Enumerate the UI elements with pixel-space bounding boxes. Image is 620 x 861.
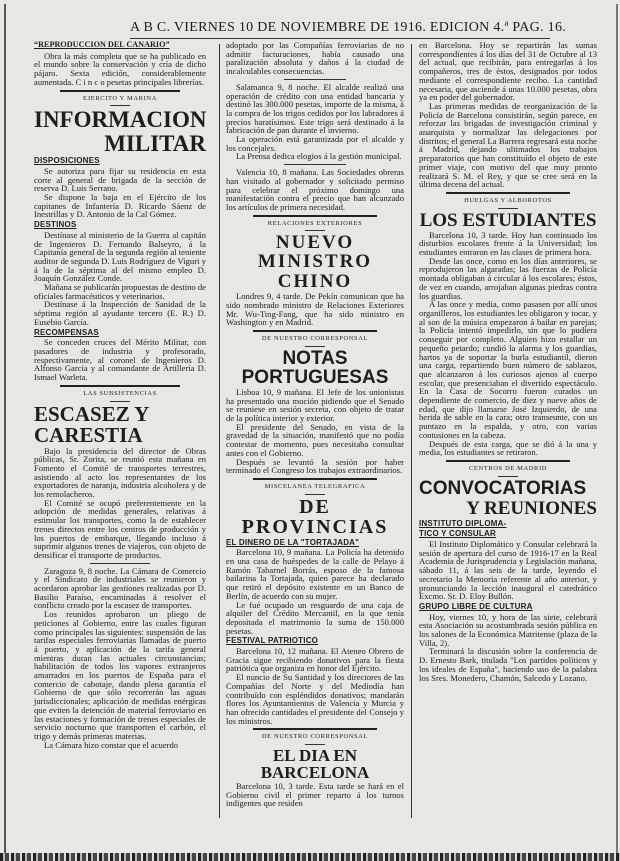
headline: CONVOCATORIAS (419, 477, 587, 499)
article-paragraph: El nuncio de Su Santidad y los directores de las Compañías del Norte y del Mediodía han contribuído con espléndidos donativos; mandarán flores los Ayuntamientos de Valencia y Murcia y han ofrecido cantidades el presidente del Consejo y los ministros. (226, 672, 404, 726)
headline: CHINO (277, 271, 353, 293)
article-paragraph: A las once y media, como pasasen por allí unos organilleros, los estudiantes les obligaron y tocar, y al son de la música empezaron á bailar en parejas; la Policía intentó impedirlo, sin que lo pudiera conseguir por completo. Alguien hizo estallar un pequeño petardo; cundió la alarma y los guardias, hartos ya de soportar la burla estudiantil, dieron una carga, repartiendo buen número de sablazos, que alcanzaron á los curiosos ajenos al cuerpo escolar, que presenciaban el divertido espectáculo. En la Casa de Socorro fueron curados un dependiente de comercio, de diez y nueve años de edad, que dijo llamarse José Izquierdo, de una herida de sable en la cara; otro transeunte, con un puntazo en la espalda, y otro, con varias contusiones en la cabeza. (419, 299, 597, 440)
headline: EL DIA EN BARCELONA (260, 746, 370, 783)
article-paragraph: Barcelona 10, 3 tarde. Hoy han continuado los disturbios escolares frente á la Universidad; los estudiantes entraron en las clases de primera hora. (419, 229, 597, 258)
article-paragraph: Se dispone la baja en el Ejército de los capitanes de Infantería D. Ricardo Sáenz de Inestrillas y D. Antonio de la Cal Gómez. (34, 192, 206, 220)
headline: LOS ESTUDIANTES (419, 209, 597, 231)
divider-rule (90, 563, 150, 564)
article-paragraph: Le fué ocupado un resguardo de una caja de alquiler del Crédito Mercantil, en la que tenía depositada el matrimonio la suma de 150.000 pesetas. (226, 599, 404, 636)
article-paragraph: El presidente del Senado, en vista de la gravedad de la situación, manifestó que no podía contestar de momento, pues necesitaba consultar antes con el Gobierno. (226, 421, 404, 458)
divider-rule (253, 330, 378, 332)
divider-rule (60, 90, 180, 92)
headline: MILITAR (104, 131, 206, 157)
article-paragraph: Desde las once, como en los días anteriores, se reprodujeron las algaradas; las fuerzas de Policía montada obligaban á circular á los escolares; éstos, de vez en cuando, arrojaban algunas piedras contra los guardias. (419, 255, 597, 301)
column-3 (419, 41, 597, 682)
article-paragraph: Lisboa 10, 9 mañana. El Jefe de los unionistas ha presentado una moción pidiendo que el Senado se reuniese en sesión secreta, con objeto de tratar de la política interior y exterior. (226, 386, 404, 423)
article-paragraph: Londres 9, 4 tarde. De Pekín comunican que ha sido nombrado ministro de Relaciones Exteriores Mr. Wu-Ting-Fang, que ha sido ministro en Washington y en Madrid. (226, 291, 404, 328)
header-rule (130, 38, 550, 39)
subheading: INSTITUTO DIPLOMA- (419, 518, 507, 528)
article-paragraph: Los reunidos aprobaron un pliego de peticiones al Gobierno, entre las cuales figuran como principales las siguientes: suspensión de las tarifas especiales ferroviarias llamadas de puerto á puerto, y aplicación de la tarifa general mientras duran las actuales circunstancias; habilitación de todos los vapores extranjeros amarrados en los puertos de España para el comercio de cabotaje, dando plena garantía el Gobierno de que sólo recorrerán las aguas jurisdiccionales; aplicación de medidas enérgicas que eviten la detención de material ferroviario en las estaciones y formación de trenes especiales de servicio nocturno que transporten el carbón, el trigo y demás primeras materias. (34, 609, 206, 741)
article-paragraph: Después se levantó la sesión por haber terminado el Congreso los trabajos extraordinarios. (226, 456, 404, 476)
divider-rule (253, 728, 378, 730)
article-paragraph: adoptado por las Compañías ferroviarias de no admitir facturaciones, había causado una paralización absoluta y daños á la ciudad de incalculables consecuencias. (226, 40, 404, 77)
article-paragraph: Se autoriza para fijar su residencia en esta corte al general de brigada de la sección de reserva D. Luis Serrano. (34, 165, 206, 194)
headline: Y REUNIONES (466, 497, 597, 519)
divider-rule (446, 460, 571, 462)
subheading: RECOMPENSAS (34, 327, 99, 337)
article-paragraph: Destínase al ministerio de la Guerra al capitán de Ingenieros D. Fernando Balseyro, á la Capitanía general de la segunda región al teniente auditor de segunda D. Luis Rodríguez de Viguri y á la de la séptima al del mismo empleo D. Joaquín González Conde. (34, 229, 206, 284)
article-paragraph: Valencia 10, 8 mañana. Las Sociedades obreras han visitado al gobernador y solicitado permiso para celebrar el próximo domingo una manifestación contra el precio que han alcanzado los artículos de primera necesidad. (226, 167, 404, 212)
subheading: FESTIVAL PATRIOTICO (226, 636, 319, 646)
article-paragraph: El Comité se ocupó preferentemente en la adopción de medidas generales, relativas á estimular los transportes, como la de establecer trenes directos entre los centros de producción y los puertos de embarque, llegando incluso á suprimir algunos trenes de viajeros, con objeto de densificar el transporte de productos. (34, 497, 206, 560)
headline: ESCASEZ Y CARESTIA (34, 401, 149, 447)
subheading: DESTINOS (34, 220, 77, 230)
article-paragraph: Barcelona 10, 12 mañana. El Ateneo Obrero de Gracia sigue recibiendo donativos para la fiesta patriótica que organiza en honor del Ejército. (226, 646, 404, 674)
article-paragraph: Después de esta carga, que se dió á la una y media, los estudiantes se retiraron. (419, 438, 597, 458)
headline: NOTAS PORTUGUESAS (241, 347, 389, 388)
article-paragraph: Barcelona 10, 3 tarde. Esta tarde se hará en el Gobierno civil el primer reparto á los turnos indigentes que residen (226, 781, 404, 809)
article-paragraph: Hoy, viernes 10, y hora de las siete, celebrará esta Asociación su acostumbrada sesión pública en los salones de la Económica Matritense (plaza de la Villa, 2). (419, 611, 597, 648)
page-edge (0, 853, 620, 861)
article-paragraph: Las primeras medidas de reorganización de la Policía de Barcelona consistirán, según parece, en reforzar las brigadas de investigación criminal y anarquista y normalizar las delegaciones por distritos; el general La Barrera regresará esta noche á Madrid, dejando ultimados los trabajos preparatorios que han constituído el objeto de este primer viaje, con motivo del que muy pronto realizará S. M. el Rey, y que se cree será en la última decena del actual. (419, 100, 597, 190)
article-paragraph: Destínase á la Inspección de Sanidad de la séptima región al ayudante tercero (E. R.) D. Eusebio García. (34, 299, 206, 327)
article-paragraph: El Instituto Diplomático y Consular celebrará la sesión de apertura del curso de 1916-17 en la Real Academia de Jurisprudencia y Legislación mañana, sábado 11, á las seis de la tarde, leyendo el secretario la Memoria referente al año anterior, y pronunciando la lección inaugural el catedrático Excmo. Sr. D. Eloy Bullón. (419, 539, 597, 602)
divider-rule (284, 164, 346, 165)
page-header: A B C. VIERNES 10 DE NOVIEMBRE DE 1916. EDICION 4.ª PAG. 16. (130, 20, 567, 35)
article-paragraph: Terminará la discusión sobre la conferencia de D. Ernesto Bark, titulada "Los partidos políticos y los ideales de España", haciendo uso de la palabra los Sres. Monedero, Chamón, Salcedo y Lozano. (419, 646, 597, 683)
subheading: GRUPO LIBRE DE CULTURA (419, 601, 533, 611)
article-paragraph: Se conceden cruces del Mérito Militar, con pasadores de industria y profesorado, respectivamente, al coronel de Ingenieros D. Alfonso García y al comandante de Artillería D. Ismael Warleta. (34, 337, 206, 383)
article-paragraph: Mañana se publicarán propuestas de destino de oficiales farmacéuticos y veterinarios. (34, 282, 206, 301)
column-divider (411, 44, 412, 818)
section-kicker: LAS SUBSISTENCIAS (34, 390, 206, 402)
article-paragraph: Obra la más completa que se ha publicado en el mundo sobre la conservación y cría de dicho pájaro. Sexta edición, considerablemente aumentada. C i n c o pesetas principales librerías. (34, 50, 206, 87)
section-kicker: DE NUESTRO CORRESPONSAL (226, 733, 404, 745)
subheading: DISPOSICIONES (34, 156, 100, 166)
article-paragraph: Zaragoza 9, 8 noche. La Cámara de Comercio y el Sindicato de industriales se reunieron y acordaron aprobar las gestiones realizadas por D. Basilio Paraíso, encaminadas á resolver el conflicto creado por la escasez de transportes. (34, 565, 206, 611)
column-divider (219, 44, 220, 818)
article-paragraph: La Cámara hizo constar que el acuerdo (44, 739, 179, 750)
section-kicker: CENTROS DE MADRID (419, 465, 597, 477)
article-paragraph: La operación está garantizada por el alcalde y los concejales. (226, 134, 404, 153)
article-paragraph: en Barcelona. Hoy se repartirán las sumas correspondientes á los días del 31 de Octubre al 13 del actual, que recibirán, para entregarlas á los compañeros, tres de éstos, designados por todos mediante el correspondiente recibo. La cantidad necesaria, que asciende á unas 10.000 pesetas, obra ya en poder del gobernador. (419, 40, 597, 103)
headline: DE PROVINCIAS (241, 495, 389, 538)
advert-title: “REPRODUCCION DEL CANARIO” (34, 40, 170, 49)
section-kicker: HUELGAS Y ALBOROTOS (419, 197, 597, 209)
column-1 (34, 41, 206, 749)
headline: NUEVO MINISTRO (257, 232, 373, 273)
article-paragraph: Barcelona 10, 9 mañana. La Policía ha detenido en una casa de huéspedes de la calle de Pelayo á Ramón Tabarnel Borrás, esposo de la famosa bailarina la Tortajada, quien parece ha declarado que retiró el depósito existente en un Banco de Berlín, de acuerdo con su mujer. (226, 547, 404, 601)
divider-rule (60, 385, 180, 387)
article-paragraph: Bajo la presidencia del director de Obras públicas, Sr. Zorita, se reunió esta mañana en Fomento el Comité de transportes terrestres, asistiendo al acto los representantes de los exportadores de naranja, industria alcoholera y de los remolacheros. (34, 445, 206, 500)
headline: INFORMACION (34, 107, 207, 133)
divider-rule (253, 215, 378, 217)
divider-rule (253, 478, 378, 480)
article-paragraph: La Prensa dedica elogios á la gestión municipal. (236, 151, 402, 162)
subheading: TICO Y CONSULAR (419, 529, 496, 539)
section-kicker: RELACIONES EXTERIORES (226, 220, 404, 232)
article-paragraph: Salamanca 9, 8 noche. El alcalde realizó una operación de crédito con una entidad bancaria y destinó las 300.000 pesetas, importe de la misma, á la compra de los trigos cedidos por los labradores á precios baratísimos. Este trigo será destinado á la fabricación de pan durante el invierno. (226, 81, 404, 136)
column-2 (226, 41, 404, 808)
divider-rule (446, 192, 571, 194)
section-kicker: MISCELANEA TELEGRAFICA (226, 483, 404, 495)
section-kicker: DE NUESTRO CORRESPONSAL (226, 335, 404, 347)
divider-rule (284, 79, 346, 80)
section-kicker: EJERCITO Y MARINA (34, 95, 206, 107)
subheading: EL DINERO DE LA "TORTAJADA" (226, 537, 360, 547)
